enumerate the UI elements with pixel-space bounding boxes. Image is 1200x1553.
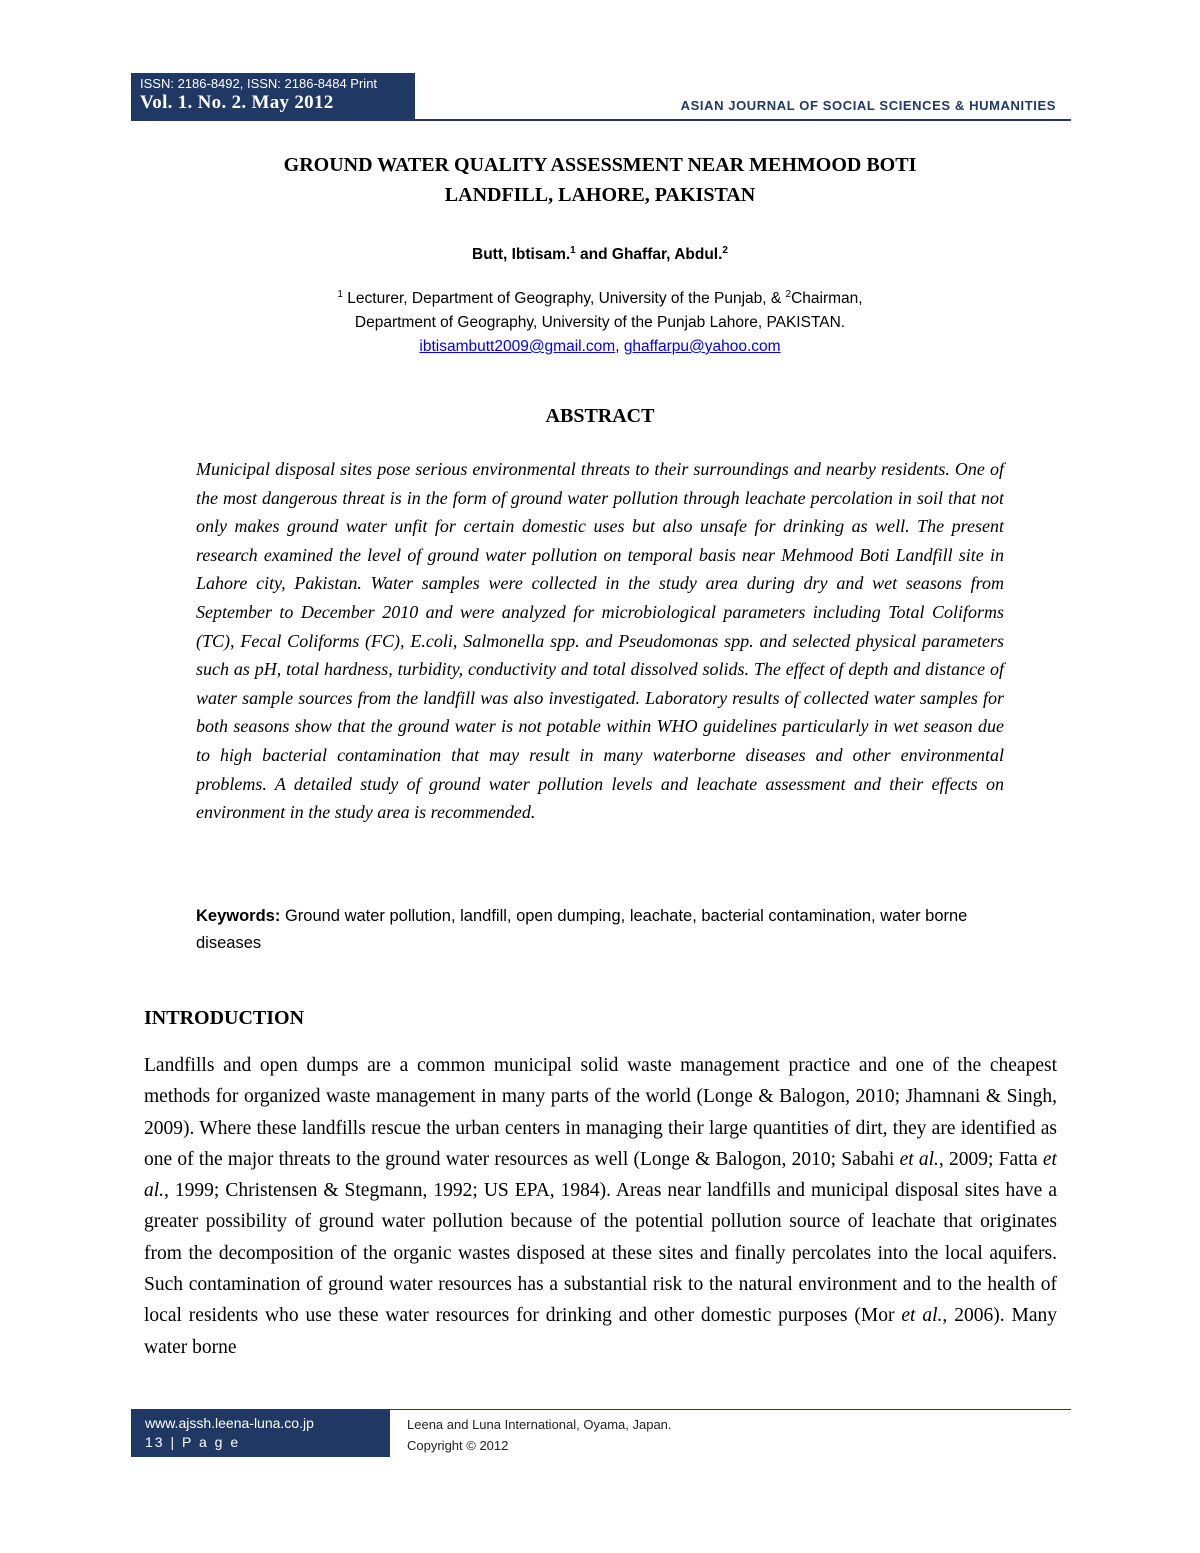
intro-etal-1: et al. bbox=[899, 1148, 939, 1170]
header-issn-box bbox=[131, 73, 415, 119]
affiliation-line-2: Department of Geography, University of the Punjab Lahore, PAKISTAN. bbox=[354, 314, 846, 331]
affil-sup-1: 1 bbox=[337, 288, 343, 300]
abstract-text: Municipal disposal sites pose serious environmental threats to their surroundings and nearby residents. One of the most dangerous threat is in the form of ground water pollution through leachate percolation in soil that not only makes ground water unfit for certain domestic uses but also unsafe for drinking as well. The present research examined the level of ground water pollution on temporal basis near Mehmood Boti Landfill site in Lahore city, Pakistan. Water samples were collected in the study area during dry and wet seasons from September to December 2010 and were analyzed for microbiological parameters including Total Coliforms (TC), Fecal Coliforms (FC), E.coli, Salmonella spp. and Pseudomonas spp. and selected physical parameters such as pH, total hardness, turbidity, conductivity and total dissolved solids. The effect of depth and distance of water sample sources from the landfill was also investigated. Laboratory results of collected water samples for both seasons show that the ground water is not potable within WHO guidelines particularly in wet season due to high bacterial contamination that may result in many waterborne diseases and other environmental problems. A detailed study of ground water pollution levels and leachate assessment and their effects on environment in the study area is recommended. bbox=[196, 459, 1004, 823]
affiliation-line-1 bbox=[131, 287, 1069, 311]
intro-part-1: Landfills and open dumps are a common municipal solid waste management practice and one of the cheapest methods for organized waste management in many parts of the world (Longe & Balogon, 2010; Jhamnani & Singh, 2009). Where these landfills rescue the urban centers in managing their large quantities of dirt, they are identified as one of the major threats to the ground water resources as well (Longe & Balogon, 2010; Sabahi bbox=[144, 1055, 1057, 1170]
title-line-2: LANDFILL, LAHORE, PAKISTAN bbox=[444, 184, 756, 206]
email-link-2[interactable]: ghaffarpu@yahoo.com bbox=[623, 338, 781, 355]
affil-part-2: Chairman, bbox=[791, 290, 863, 307]
introduction-text bbox=[144, 1050, 1057, 1363]
keywords-text: Ground water pollution, landfill, open dumping, leachate, bacterial contamination, water borne diseases bbox=[196, 907, 968, 952]
email-separator: , bbox=[615, 338, 624, 355]
paper-title bbox=[131, 150, 1069, 210]
author-1-sup: 1 bbox=[570, 244, 576, 256]
authors bbox=[131, 246, 1069, 264]
title-line-1: GROUND WATER QUALITY ASSESSMENT NEAR MEHMOOD BOTI bbox=[283, 154, 917, 176]
page-number: 13 | P a g e bbox=[145, 1434, 241, 1450]
author-2: Ghaffar, Abdul. bbox=[611, 246, 723, 263]
author-2-sup: 2 bbox=[722, 244, 728, 256]
affil-sup-2: 2 bbox=[785, 288, 792, 300]
footer-publisher-block bbox=[407, 1414, 672, 1456]
introduction-heading: INTRODUCTION bbox=[144, 1007, 305, 1029]
footer-copyright: Copyright © 2012 bbox=[407, 1438, 509, 1453]
intro-part-3: , 1999; Christensen & Stegmann, 1992; US EPA, 1984). Areas near landfills and municipal disposal sites have a greater possibility of ground water pollution because of the potential pollution source of leachate that originates from the decomposition of the organic wastes disposed at these sites and finally percolates into the local aquifers. Such contamination of ground water resources has a substantial risk to the natural environment and to the health of local residents who use these water resources for drinking and other domestic purposes (Mor bbox=[144, 1180, 1057, 1327]
email-link-1[interactable]: ibtisambutt2009@gmail.com bbox=[419, 338, 616, 355]
affil-part-1: Lecturer, Department of Geography, University of the Punjab, & bbox=[342, 290, 786, 307]
intro-part-2: , 2009; Fatta bbox=[938, 1148, 1043, 1170]
intro-etal-2: et al. bbox=[144, 1148, 1057, 1202]
author-1: Butt, Ibtisam. bbox=[472, 246, 571, 263]
keywords bbox=[196, 903, 1004, 957]
authors-and: and bbox=[575, 246, 612, 263]
intro-part-4: , 2006). Many water borne bbox=[144, 1305, 1057, 1358]
intro-etal-3: et al. bbox=[901, 1305, 943, 1327]
volume-text: Vol. 1. No. 2. May 2012 bbox=[140, 92, 334, 113]
footer-url[interactable]: www.ajssh.leena-luna.co.jp bbox=[145, 1415, 314, 1431]
affiliation-emails bbox=[131, 335, 1069, 359]
abstract-heading: ABSTRACT bbox=[545, 405, 655, 427]
keywords-label: Keywords: bbox=[196, 907, 281, 925]
affiliation bbox=[131, 287, 1069, 359]
issn-text: ISSN: 2186-8492, ISSN: 2186-8484 Print bbox=[140, 76, 378, 91]
journal-name: ASIAN JOURNAL OF SOCIAL SCIENCES & HUMANITIES bbox=[680, 98, 1056, 113]
footer-url-box bbox=[131, 1410, 390, 1457]
footer-publisher: Leena and Luna International, Oyama, Japan. bbox=[407, 1417, 672, 1432]
header-divider bbox=[131, 119, 1071, 121]
